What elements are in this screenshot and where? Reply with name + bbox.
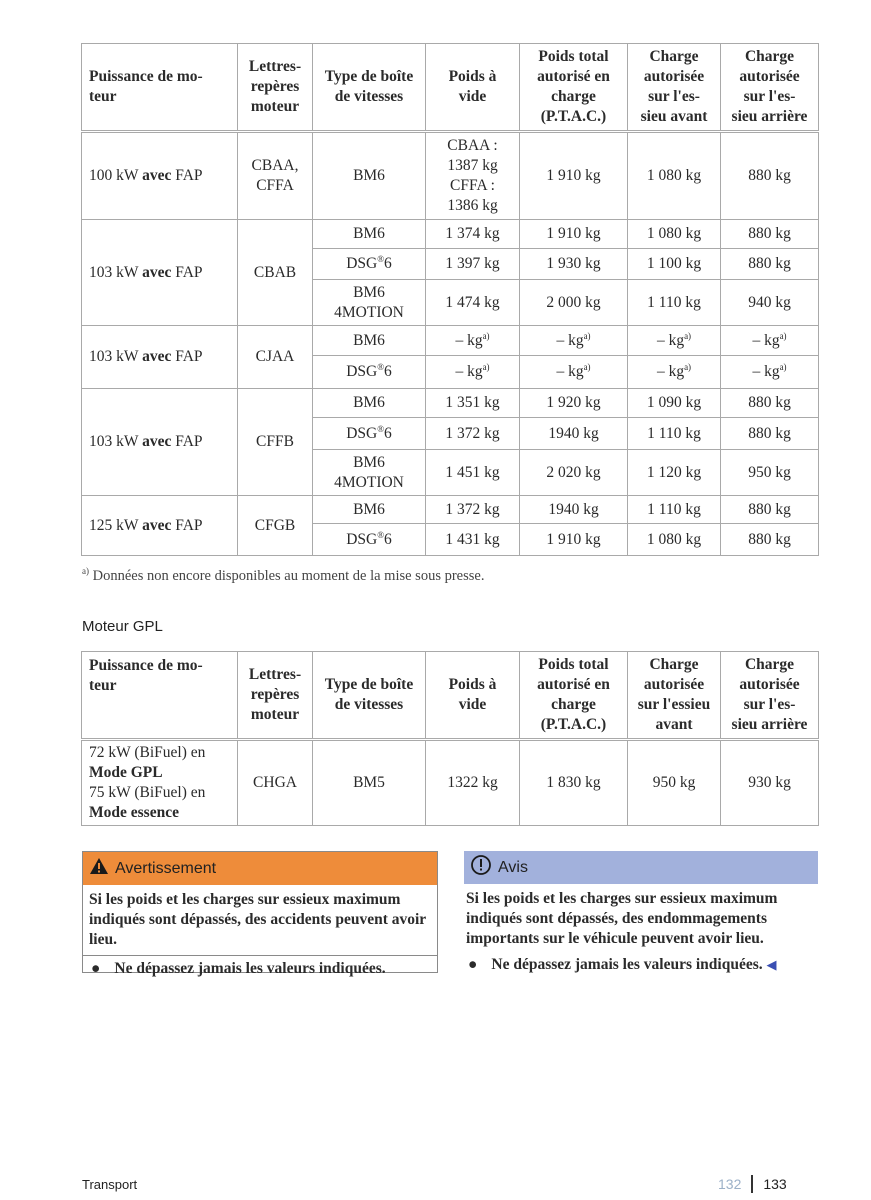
ptac-cell: 1940 kg [520, 418, 628, 450]
header-power-line1: Puissance de mo- [89, 657, 203, 674]
gearbox-cell: BM6 4MOTION [313, 280, 426, 326]
page-separator [751, 1175, 753, 1193]
gearbox-cell: BM6 [313, 496, 426, 524]
footnote [82, 568, 484, 585]
gearbox-cell: BM6 [313, 326, 426, 356]
rear-axle-cell: 880 kg [721, 524, 819, 556]
table-row [82, 220, 819, 249]
gpl-weights-table [81, 651, 819, 826]
empty-weight-cell: 1322 kg [426, 740, 520, 826]
warning-box [82, 851, 438, 977]
exclamation-circle-icon [470, 854, 492, 881]
header-gearbox: Type de boîte de vitesses [313, 44, 426, 132]
rear-axle-cell: 880 kg [721, 249, 819, 280]
engine-code-cell: CHGA [238, 740, 313, 826]
ptac-cell: – $kg^{a)}$ [520, 326, 628, 356]
empty-weight-cell: 1 372 kg [426, 496, 520, 524]
table-header-row [82, 44, 819, 132]
front-axle-cell: 1 080 kg [628, 524, 721, 556]
ptac-cell: 1 910 kg [520, 220, 628, 249]
gearbox-cell: BM5 [313, 740, 426, 826]
note-title: Avis [498, 858, 528, 876]
rear-axle-cell: 880 kg [721, 496, 819, 524]
header-power [82, 44, 238, 132]
header-empty-weight: Poids à vide [426, 44, 520, 132]
header-engine-code: Lettres- repères moteur [238, 652, 313, 740]
header-power-line2: teur [89, 88, 117, 105]
empty-weight-cell: 1 431 kg [426, 524, 520, 556]
bullet-icon: ● [91, 960, 101, 977]
engine-code-cell: CBAB [238, 220, 313, 326]
rear-axle-cell: 930 kg [721, 740, 819, 826]
rear-axle-cell: – $kg^{a)}$ [721, 356, 819, 389]
gearbox-cell: DSG®6 [313, 418, 426, 450]
ptac-cell: 2 000 kg [520, 280, 628, 326]
header-power-line2: teur [89, 677, 117, 694]
engine-code-cell: CFFB [238, 389, 313, 496]
prev-page-number: 132 [718, 1176, 742, 1192]
front-axle-cell: 1 110 kg [628, 496, 721, 524]
warning-body [83, 885, 437, 979]
front-axle-cell: – $kg^{a)}$ [628, 326, 721, 356]
header-engine-code: Lettres- repères moteur [238, 44, 313, 132]
table-header-row [82, 652, 819, 740]
empty-weight-cell: 1 451 kg [426, 450, 520, 496]
footnote-text: Données non encore disponibles au moment de la mise sous presse. [92, 568, 485, 584]
empty-weight-cell: – $kg^{a)}$ [426, 326, 520, 356]
warning-title: Avertissement [115, 859, 217, 877]
power-cell: 103 kW avec FAP [82, 389, 238, 496]
page-number: 133 [763, 1176, 787, 1192]
power-cell: 72 kW (BiFuel) en Mode GPL 75 kW (BiFuel) en Mode essence [82, 740, 238, 826]
front-axle-cell: 1 110 kg [628, 418, 721, 450]
gearbox-cell: DSG®6 [313, 249, 426, 280]
header-ptac: Poids total autorisé en charge (P.T.A.C.) [520, 44, 628, 132]
rear-axle-cell: – $kg^{a)}$ [721, 326, 819, 356]
power-cell: 125 kW avec FAP [82, 496, 238, 556]
note-box [464, 851, 818, 975]
header-empty-weight: Poids à vide [426, 652, 520, 740]
warning-header [83, 852, 437, 885]
front-axle-cell: 1 110 kg [628, 280, 721, 326]
rear-axle-cell: 880 kg [721, 389, 819, 418]
gearbox-cell: BM6 [313, 220, 426, 249]
rear-axle-cell: 950 kg [721, 450, 819, 496]
page-numbers [718, 1175, 787, 1193]
engine-code-cell: CFGB [238, 496, 313, 556]
header-front-axle: Charge autorisée sur l'es- sieu avant [628, 44, 721, 132]
gearbox-cell: BM6 4MOTION [313, 450, 426, 496]
footnote-marker: a) [82, 566, 89, 576]
front-axle-cell: 1 090 kg [628, 389, 721, 418]
section-title: Moteur GPL [82, 618, 163, 635]
rear-axle-cell: 880 kg [721, 220, 819, 249]
ptac-cell: 1 930 kg [520, 249, 628, 280]
ptac-cell: 1 910 kg [520, 132, 628, 220]
note-text: Si les poids et les charges sur essieux maximum indiqués sont dépassés, des endommagements importants sur le véhicule peuvent avoir lieu. [466, 890, 778, 947]
rear-axle-cell: 940 kg [721, 280, 819, 326]
end-triangle-icon: ◀ [766, 957, 777, 972]
gearbox-cell: DSG®6 [313, 356, 426, 389]
divider [83, 955, 437, 956]
note-body [464, 884, 818, 975]
power-cell: 100 kW avec FAP [82, 132, 238, 220]
empty-weight-cell: 1 372 kg [426, 418, 520, 450]
header-rear-axle: Charge autorisée sur l'es- sieu arrière [721, 44, 819, 132]
footer-section: Transport [82, 1177, 138, 1192]
table-row [82, 496, 819, 524]
table-row [82, 740, 819, 826]
note-header [464, 851, 818, 884]
gearbox-cell: BM6 [313, 132, 426, 220]
warning-text: Si les poids et les charges sur essieux maximum indiqués sont dépassés, des accidents peuvent avoir lieu. [89, 891, 426, 948]
warning-triangle-icon [89, 857, 109, 880]
front-axle-cell: 1 080 kg [628, 132, 721, 220]
table-row [82, 326, 819, 356]
front-axle-cell: 1 080 kg [628, 220, 721, 249]
weights-table [81, 43, 819, 556]
ptac-cell: 2 020 kg [520, 450, 628, 496]
list-item [466, 955, 812, 975]
header-front-axle: Charge autorisée sur l'essieu avant [628, 652, 721, 740]
rear-axle-cell: 880 kg [721, 418, 819, 450]
empty-weight-cell: – $kg^{a)}$ [426, 356, 520, 389]
rear-axle-cell: 880 kg [721, 132, 819, 220]
ptac-cell: – $kg^{a)}$ [520, 356, 628, 389]
header-gearbox: Type de boîte de vitesses [313, 652, 426, 740]
table-row [82, 389, 819, 418]
power-cell: 103 kW avec FAP [82, 326, 238, 389]
note-bullet-text: Ne dépassez jamais les valeurs indiquées. [491, 956, 763, 973]
warning-bullet-text: Ne dépassez jamais les valeurs indiquées. [114, 960, 386, 977]
ptac-cell: 1 830 kg [520, 740, 628, 826]
empty-weight-cell: CBAA : 1387 kg CFFA : 1386 kg [426, 132, 520, 220]
empty-weight-cell: 1 351 kg [426, 389, 520, 418]
table-row [82, 132, 819, 220]
header-rear-axle: Charge autorisée sur l'es- sieu arrière [721, 652, 819, 740]
header-ptac: Poids total autorisé en charge (P.T.A.C.) [520, 652, 628, 740]
ptac-cell: 1 920 kg [520, 389, 628, 418]
header-power-line1: Puissance de mo- [89, 68, 203, 85]
gearbox-cell: DSG®6 [313, 524, 426, 556]
list-item [89, 959, 431, 979]
empty-weight-cell: 1 374 kg [426, 220, 520, 249]
empty-weight-cell: 1 474 kg [426, 280, 520, 326]
header-power [82, 652, 238, 740]
front-axle-cell: 1 120 kg [628, 450, 721, 496]
front-axle-cell: 950 kg [628, 740, 721, 826]
ptac-cell: 1 910 kg [520, 524, 628, 556]
front-axle-cell: – $kg^{a)}$ [628, 356, 721, 389]
bullet-icon: ● [468, 956, 478, 973]
gearbox-cell: BM6 [313, 389, 426, 418]
power-cell: 103 kW avec FAP [82, 220, 238, 326]
engine-code-cell: CJAA [238, 326, 313, 389]
engine-code-cell: CBAA, CFFA [238, 132, 313, 220]
empty-weight-cell: 1 397 kg [426, 249, 520, 280]
ptac-cell: 1940 kg [520, 496, 628, 524]
front-axle-cell: 1 100 kg [628, 249, 721, 280]
